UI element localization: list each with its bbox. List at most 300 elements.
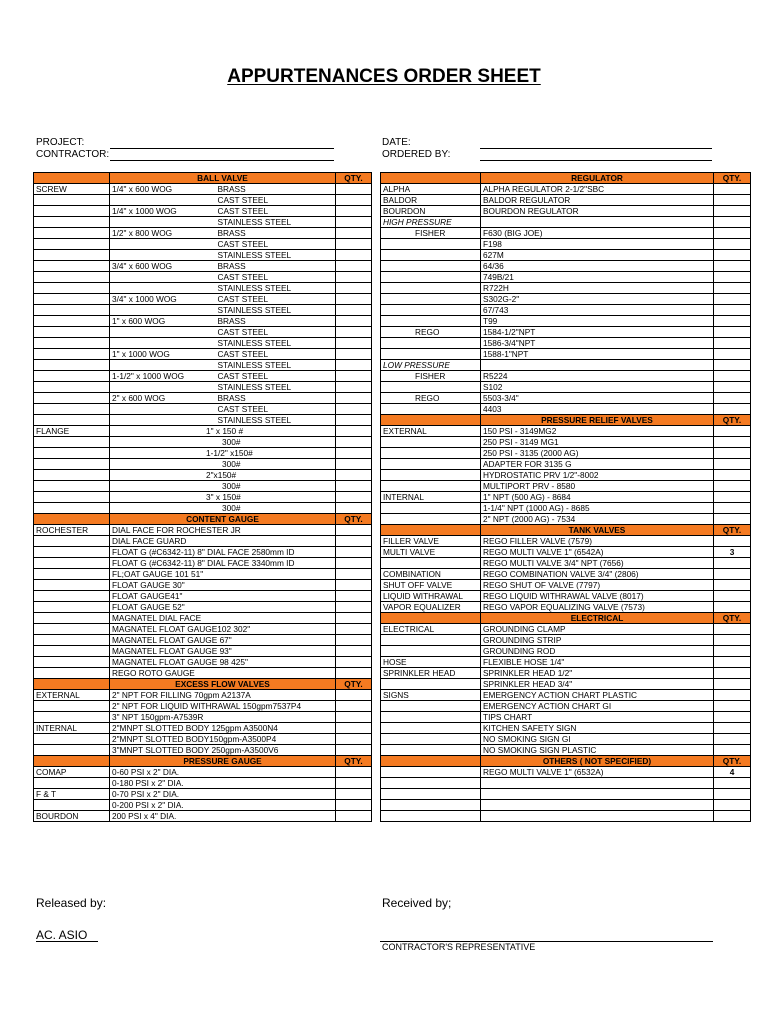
row-item: ALPHA REGULATOR 2-1/2"SBC: [481, 184, 714, 195]
row-category: HOSE: [381, 657, 481, 668]
row-category: COMBINATION: [381, 569, 481, 580]
qty-cell[interactable]: [714, 646, 751, 657]
qty-cell[interactable]: [714, 349, 751, 360]
row-size: [110, 217, 216, 228]
row-category: [34, 404, 110, 415]
qty-header: QTY.: [714, 756, 751, 767]
table-row: [34, 635, 372, 646]
table-row: [381, 272, 751, 283]
table-row: [34, 272, 372, 283]
qty-cell[interactable]: [714, 492, 751, 503]
row-material: CAST STEEL: [216, 195, 336, 206]
qty-cell[interactable]: [714, 602, 751, 613]
table-row: [34, 613, 372, 624]
row-category: HIGH PRESSURE: [381, 217, 481, 228]
row-category: [34, 503, 110, 514]
qty-cell[interactable]: [336, 184, 372, 195]
qty-cell[interactable]: [336, 239, 372, 250]
qty-cell[interactable]: [714, 316, 751, 327]
table-row: [381, 437, 751, 448]
qty-cell[interactable]: [336, 811, 372, 822]
qty-cell[interactable]: [336, 745, 372, 756]
row-item: 2"MNPT SLOTTED BODY150gpm-A3500P4: [110, 734, 336, 745]
row-size: 1" x 150 #: [110, 426, 336, 437]
row-category: FILLER VALVE: [381, 536, 481, 547]
table-row: [34, 283, 372, 294]
section-header-blank: [34, 514, 110, 525]
row-category: [34, 338, 110, 349]
table-row: [34, 778, 372, 789]
qty-cell[interactable]: [714, 778, 751, 789]
qty-cell[interactable]: [714, 745, 751, 756]
table-row: [381, 789, 751, 800]
row-category: REGO: [381, 393, 481, 404]
ordered-by-field-line[interactable]: [480, 160, 712, 161]
qty-cell[interactable]: [714, 569, 751, 580]
row-category: [381, 448, 481, 459]
row-category: COMAP: [34, 767, 110, 778]
qty-cell[interactable]: [336, 635, 372, 646]
table-row: [34, 569, 372, 580]
table-row: [381, 382, 751, 393]
contractor-representative-label: CONTRACTOR'S REPRESENTATIVE: [382, 942, 536, 952]
table-row: [381, 481, 751, 492]
qty-cell[interactable]: [336, 316, 372, 327]
qty-cell[interactable]: [714, 470, 751, 481]
qty-cell[interactable]: [336, 404, 372, 415]
row-category: [34, 712, 110, 723]
row-category: [381, 723, 481, 734]
row-item: [481, 217, 714, 228]
row-category: [381, 239, 481, 250]
table-row: [381, 448, 751, 459]
qty-cell[interactable]: [336, 382, 372, 393]
qty-cell[interactable]: [336, 547, 372, 558]
row-category: [381, 789, 481, 800]
table-row: [34, 800, 372, 811]
qty-cell[interactable]: [714, 481, 751, 492]
qty-cell[interactable]: [336, 602, 372, 613]
qty-cell[interactable]: [336, 294, 372, 305]
table-row: [34, 360, 372, 371]
qty-cell[interactable]: [714, 558, 751, 569]
qty-cell[interactable]: 3: [714, 547, 751, 558]
row-item: 749B/21: [481, 272, 714, 283]
row-item: F198: [481, 239, 714, 250]
qty-cell[interactable]: [336, 217, 372, 228]
qty-cell[interactable]: [714, 811, 751, 822]
row-item: 4403: [481, 404, 714, 415]
qty-cell[interactable]: [714, 624, 751, 635]
table-row: [34, 591, 372, 602]
row-category: FLANGE: [34, 426, 110, 437]
row-item: 0-180 PSI x 2" DIA.: [110, 778, 336, 789]
row-category: [381, 459, 481, 470]
qty-cell[interactable]: [714, 426, 751, 437]
qty-cell[interactable]: [336, 261, 372, 272]
qty-cell[interactable]: [714, 789, 751, 800]
qty-cell[interactable]: [714, 261, 751, 272]
table-row: [381, 558, 751, 569]
qty-cell[interactable]: [714, 206, 751, 217]
qty-cell[interactable]: [714, 591, 751, 602]
qty-cell[interactable]: [714, 437, 751, 448]
qty-cell[interactable]: [714, 228, 751, 239]
section-header-title: BALL VALVE: [110, 173, 336, 184]
row-category: [381, 745, 481, 756]
qty-cell[interactable]: [714, 690, 751, 701]
qty-cell[interactable]: [714, 668, 751, 679]
table-row: [381, 514, 751, 525]
table-row: [381, 745, 751, 756]
row-category: [381, 503, 481, 514]
qty-cell[interactable]: [714, 580, 751, 591]
row-size: 3" x 150#: [110, 492, 336, 503]
qty-header: QTY.: [336, 679, 372, 690]
row-size: 1-1/2" x150#: [110, 448, 336, 459]
row-category: [381, 558, 481, 569]
date-label: DATE:: [382, 137, 411, 148]
qty-cell[interactable]: [714, 734, 751, 745]
row-category: [34, 734, 110, 745]
row-item: GROUNDING STRIP: [481, 635, 714, 646]
section-header-row: [34, 679, 372, 690]
qty-cell[interactable]: [336, 734, 372, 745]
row-category: [381, 272, 481, 283]
row-category: [34, 635, 110, 646]
qty-cell[interactable]: [714, 184, 751, 195]
row-size: 1/4" x 1000 WOG: [110, 206, 216, 217]
table-row: [381, 624, 751, 635]
row-category: [381, 404, 481, 415]
qty-cell[interactable]: [336, 767, 372, 778]
qty-cell[interactable]: [336, 591, 372, 602]
row-category: ELECTRICAL: [381, 624, 481, 635]
row-material: CAST STEEL: [216, 294, 336, 305]
table-row: [381, 492, 751, 503]
row-item: 1584-1/2"NPT: [481, 327, 714, 338]
qty-cell[interactable]: [714, 404, 751, 415]
qty-cell[interactable]: [714, 195, 751, 206]
row-material: CAST STEEL: [216, 272, 336, 283]
row-item: F630 (BIG JOE): [481, 228, 714, 239]
row-item: FL;OAT GAUGE 101 51": [110, 569, 336, 580]
row-item: 150 PSI - 3149MG2: [481, 426, 714, 437]
row-category: [381, 294, 481, 305]
row-item: REGO MULTI VALVE 1" (6532A): [481, 767, 714, 778]
row-material: STAINLESS STEEL: [216, 283, 336, 294]
section-header-blank: [34, 173, 110, 184]
qty-cell[interactable]: [336, 712, 372, 723]
qty-header: QTY.: [714, 613, 751, 624]
table-row: [381, 426, 751, 437]
row-material: BRASS: [216, 184, 336, 195]
qty-cell[interactable]: [336, 195, 372, 206]
row-category: [34, 591, 110, 602]
qty-cell[interactable]: [714, 679, 751, 690]
qty-cell[interactable]: [714, 217, 751, 228]
qty-cell[interactable]: [336, 481, 372, 492]
row-item: MAGNATEL FLOAT GAUGE102 302": [110, 624, 336, 635]
qty-cell[interactable]: [336, 272, 372, 283]
table-row: [34, 338, 372, 349]
qty-cell[interactable]: [336, 800, 372, 811]
qty-cell[interactable]: [336, 558, 372, 569]
qty-cell[interactable]: [336, 789, 372, 800]
row-category: [34, 800, 110, 811]
row-size: [110, 239, 216, 250]
table-row: [381, 294, 751, 305]
qty-cell[interactable]: [714, 459, 751, 470]
row-material: BRASS: [216, 261, 336, 272]
row-category: SCREW: [34, 184, 110, 195]
row-item: REGO SHUT OF VALVE (7797): [481, 580, 714, 591]
row-category: [381, 349, 481, 360]
row-material: STAINLESS STEEL: [216, 338, 336, 349]
row-item: GROUNDING CLAMP: [481, 624, 714, 635]
row-category: [381, 382, 481, 393]
qty-cell[interactable]: [336, 536, 372, 547]
table-row: [34, 701, 372, 712]
released-by-name: AC. ASIO: [36, 928, 88, 942]
qty-header: QTY.: [714, 415, 751, 426]
qty-cell[interactable]: [336, 778, 372, 789]
table-row: [34, 745, 372, 756]
table-row: [34, 459, 372, 470]
row-category: REGO: [381, 327, 481, 338]
qty-cell[interactable]: [336, 657, 372, 668]
row-item: S102: [481, 382, 714, 393]
qty-cell[interactable]: [714, 393, 751, 404]
qty-cell[interactable]: [336, 228, 372, 239]
row-item: 64/36: [481, 261, 714, 272]
row-item: REGO ROTO GAUGE: [110, 668, 336, 679]
section-header-blank: [381, 756, 481, 767]
qty-cell[interactable]: [336, 646, 372, 657]
row-category: BOURDON: [381, 206, 481, 217]
table-row: [381, 701, 751, 712]
table-row: [34, 712, 372, 723]
qty-cell[interactable]: [336, 206, 372, 217]
qty-cell[interactable]: [714, 360, 751, 371]
row-size: [110, 272, 216, 283]
row-item: 0-70 PSI x 2" DIA.: [110, 789, 336, 800]
project-label: PROJECT:: [36, 137, 85, 148]
qty-cell[interactable]: [714, 723, 751, 734]
row-item: 2" NPT (2000 AG) - 7534: [481, 514, 714, 525]
row-category: FISHER: [381, 228, 481, 239]
row-item: 2" NPT FOR FILLING 70gpm A2137A: [110, 690, 336, 701]
row-category: [381, 305, 481, 316]
qty-cell[interactable]: [336, 338, 372, 349]
qty-cell[interactable]: [714, 635, 751, 646]
row-category: [34, 415, 110, 426]
qty-cell[interactable]: [336, 437, 372, 448]
row-item: 0-60 PSI x 2" DIA.: [110, 767, 336, 778]
row-item: 1" NPT (500 AG) - 8684: [481, 492, 714, 503]
qty-cell[interactable]: [336, 690, 372, 701]
qty-cell[interactable]: [714, 514, 751, 525]
qty-cell[interactable]: [336, 613, 372, 624]
row-category: [34, 360, 110, 371]
qty-cell[interactable]: [336, 470, 372, 481]
section-header-title: PRESSURE RELIEF VALVES: [481, 415, 714, 426]
qty-cell[interactable]: [336, 580, 372, 591]
table-row: [381, 338, 751, 349]
row-item: 1-1/4" NPT (1000 AG) - 8685: [481, 503, 714, 514]
row-category: [381, 437, 481, 448]
qty-cell[interactable]: [336, 283, 372, 294]
qty-cell[interactable]: [336, 492, 372, 503]
section-header-row: [34, 756, 372, 767]
row-size: 1/4" x 600 WOG: [110, 184, 216, 195]
row-item: REGO VAPOR EQUALIZING VALVE (7573): [481, 602, 714, 613]
qty-cell[interactable]: [714, 239, 751, 250]
qty-cell[interactable]: [336, 701, 372, 712]
table-row: [34, 316, 372, 327]
qty-cell[interactable]: [336, 415, 372, 426]
qty-cell[interactable]: [336, 349, 372, 360]
qty-cell[interactable]: [336, 525, 372, 536]
row-category: FISHER: [381, 371, 481, 382]
qty-cell[interactable]: [714, 250, 751, 261]
row-category: [381, 701, 481, 712]
section-header-row: [381, 613, 751, 624]
qty-cell[interactable]: [714, 448, 751, 459]
project-field-line[interactable]: [110, 148, 334, 149]
row-category: [34, 305, 110, 316]
table-row: [34, 602, 372, 613]
table-row: [381, 800, 751, 811]
qty-cell[interactable]: [714, 657, 751, 668]
row-category: ROCHESTER: [34, 525, 110, 536]
row-item: R722H: [481, 283, 714, 294]
qty-cell[interactable]: [714, 701, 751, 712]
qty-cell[interactable]: [336, 448, 372, 459]
row-category: [381, 778, 481, 789]
table-row: [34, 448, 372, 459]
qty-cell[interactable]: [336, 360, 372, 371]
table-row: [34, 437, 372, 448]
qty-cell[interactable]: [336, 305, 372, 316]
table-row: [381, 239, 751, 250]
row-size: 2" x 600 WOG: [110, 393, 216, 404]
qty-cell[interactable]: [714, 536, 751, 547]
qty-cell[interactable]: 4: [714, 767, 751, 778]
qty-cell[interactable]: [336, 393, 372, 404]
table-row: [381, 635, 751, 646]
table-row: [34, 382, 372, 393]
qty-cell[interactable]: [336, 723, 372, 734]
qty-cell[interactable]: [714, 371, 751, 382]
row-material: STAINLESS STEEL: [216, 217, 336, 228]
qty-cell[interactable]: [336, 668, 372, 679]
qty-cell[interactable]: [714, 338, 751, 349]
row-item: R5224: [481, 371, 714, 382]
row-category: LOW PRESSURE: [381, 360, 481, 371]
row-category: [381, 767, 481, 778]
row-size: 1-1/2" x 1000 WOG: [110, 371, 216, 382]
table-row: [34, 404, 372, 415]
row-item: T99: [481, 316, 714, 327]
row-item: BOURDON REGULATOR: [481, 206, 714, 217]
row-item: [481, 360, 714, 371]
section-header-blank: [381, 613, 481, 624]
section-header-blank: [381, 415, 481, 426]
date-field-line[interactable]: [480, 148, 712, 149]
section-header-blank: [381, 525, 481, 536]
qty-cell[interactable]: [714, 305, 751, 316]
table-row: [381, 668, 751, 679]
table-row: [34, 261, 372, 272]
table-row: [381, 569, 751, 580]
row-category: [34, 371, 110, 382]
row-item: MAGNATEL DIAL FACE: [110, 613, 336, 624]
qty-cell[interactable]: [714, 382, 751, 393]
row-category: F & T: [34, 789, 110, 800]
row-category: [34, 349, 110, 360]
qty-cell[interactable]: [714, 800, 751, 811]
table-row: [381, 195, 751, 206]
row-category: [381, 734, 481, 745]
row-category: [34, 195, 110, 206]
contractor-field-line[interactable]: [110, 160, 334, 161]
table-row: [381, 723, 751, 734]
qty-cell[interactable]: [714, 503, 751, 514]
qty-cell[interactable]: [714, 327, 751, 338]
qty-cell[interactable]: [336, 503, 372, 514]
row-size: 3/4" x 1000 WOG: [110, 294, 216, 305]
row-category: [34, 261, 110, 272]
table-row: [34, 206, 372, 217]
qty-cell[interactable]: [714, 283, 751, 294]
row-item: TIPS CHART: [481, 712, 714, 723]
row-item: [481, 811, 714, 822]
row-material: STAINLESS STEEL: [216, 382, 336, 393]
row-category: [381, 316, 481, 327]
row-material: BRASS: [216, 316, 336, 327]
qty-cell[interactable]: [714, 294, 751, 305]
row-item: FLOAT GAUGE41": [110, 591, 336, 602]
row-category: [34, 448, 110, 459]
section-header-title: EXCESS FLOW VALVES: [110, 679, 336, 690]
right-order-table: [380, 172, 751, 822]
qty-cell[interactable]: [714, 712, 751, 723]
section-header-row: [381, 415, 751, 426]
qty-cell[interactable]: [336, 426, 372, 437]
qty-cell[interactable]: [714, 272, 751, 283]
section-header-row: [34, 173, 372, 184]
row-category: SPRINKLER HEAD: [381, 668, 481, 679]
table-row: [381, 470, 751, 481]
qty-cell[interactable]: [336, 569, 372, 580]
released-by-label: Released by:: [36, 896, 107, 910]
table-row: [381, 305, 751, 316]
row-item: MULTIPORT PRV - 8580: [481, 481, 714, 492]
qty-cell[interactable]: [336, 459, 372, 470]
row-category: [34, 217, 110, 228]
qty-cell[interactable]: [336, 250, 372, 261]
section-header-title: TANK VALVES: [481, 525, 714, 536]
table-row: [381, 591, 751, 602]
row-item: 1586-3/4"NPT: [481, 338, 714, 349]
qty-cell[interactable]: [336, 371, 372, 382]
qty-cell[interactable]: [336, 624, 372, 635]
table-row: [381, 217, 751, 228]
qty-cell[interactable]: [336, 327, 372, 338]
row-item: 5503-3/4": [481, 393, 714, 404]
row-item: 200 PSI x 4" DIA.: [110, 811, 336, 822]
